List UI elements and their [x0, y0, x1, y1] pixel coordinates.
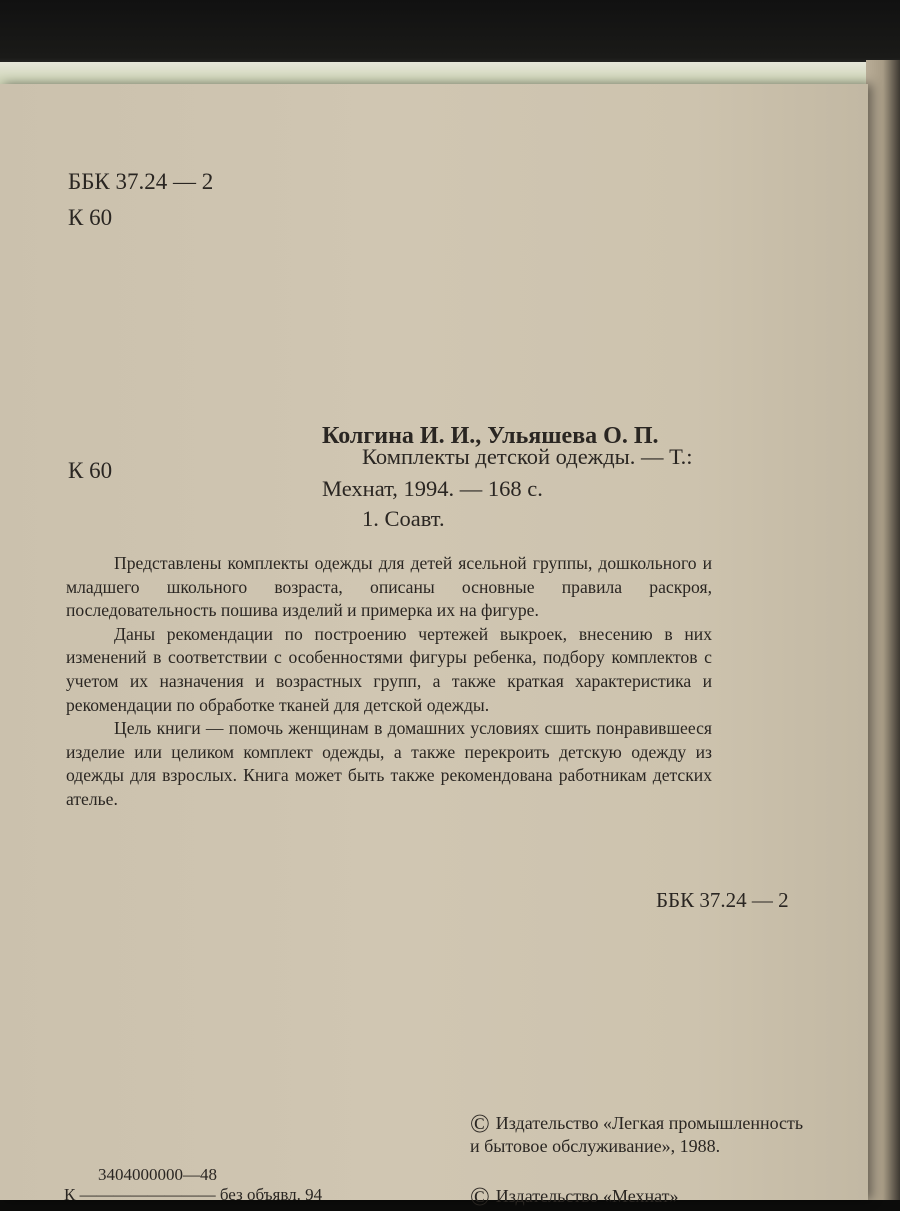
- distribution-line: К ———————— без объявл. 94: [64, 1185, 323, 1204]
- copyright-icon: ©: [470, 1182, 490, 1211]
- copyright-mekhnat-text: Издательство «Мехнат»: [495, 1186, 679, 1206]
- copyright-icon: ©: [470, 1109, 490, 1138]
- page-stack-edge: [866, 60, 900, 1200]
- bbk-index-top: ББК 37.24 — 2: [68, 169, 214, 194]
- copyright-1988-text: Издательство «Легкая промышленность и бытовое обслуживание», 1988.: [470, 1113, 804, 1156]
- author-mark-entry: К 60: [68, 458, 113, 483]
- bbk-index-bottom: ББК 37.24 — 2: [656, 888, 789, 912]
- book-title-line: Комплекты детской одежды. — Т.:: [362, 444, 693, 469]
- annotation-paragraph: Даны рекомендации по построению чертежей выкроек, внесению в них изменений в соответствии с особенностями фигуры ребенка, подбору комплектов с учетом их назначения и возрастных групп, а также краткая характеристика и рекомендации по обработке тканей для детской одежды.: [66, 623, 712, 715]
- copyright-mekhnat: [470, 1184, 679, 1210]
- catalog-number: 3404000000—48: [98, 1165, 217, 1184]
- copyright-1988: [470, 1109, 806, 1157]
- authors-line: Колгина И. И., Ульяшева О. П.: [322, 423, 659, 449]
- annotation-paragraph: Цель книги — помочь женщинам в домашних условиях сшить понравившееся изделие или целиком комплект одежды, а также перекроить детскую одежду из одежды для взрослых. Книга может быть также рекомендована работникам детских ателье.: [66, 718, 712, 809]
- annotation-paragraph: Представлены комплекты одежды для детей ясельной группы, дошкольного и младшего школьного возраста, описаны основные правила раскроя, последовательность пошива изделий и примерка их на фигуре.: [66, 553, 712, 621]
- publisher-line: Мехнат, 1994. — 168 с.: [322, 476, 543, 501]
- annotation-text: [66, 552, 712, 812]
- coauthor-line: 1. Соавт.: [362, 506, 445, 531]
- author-mark-top: К 60: [68, 205, 113, 230]
